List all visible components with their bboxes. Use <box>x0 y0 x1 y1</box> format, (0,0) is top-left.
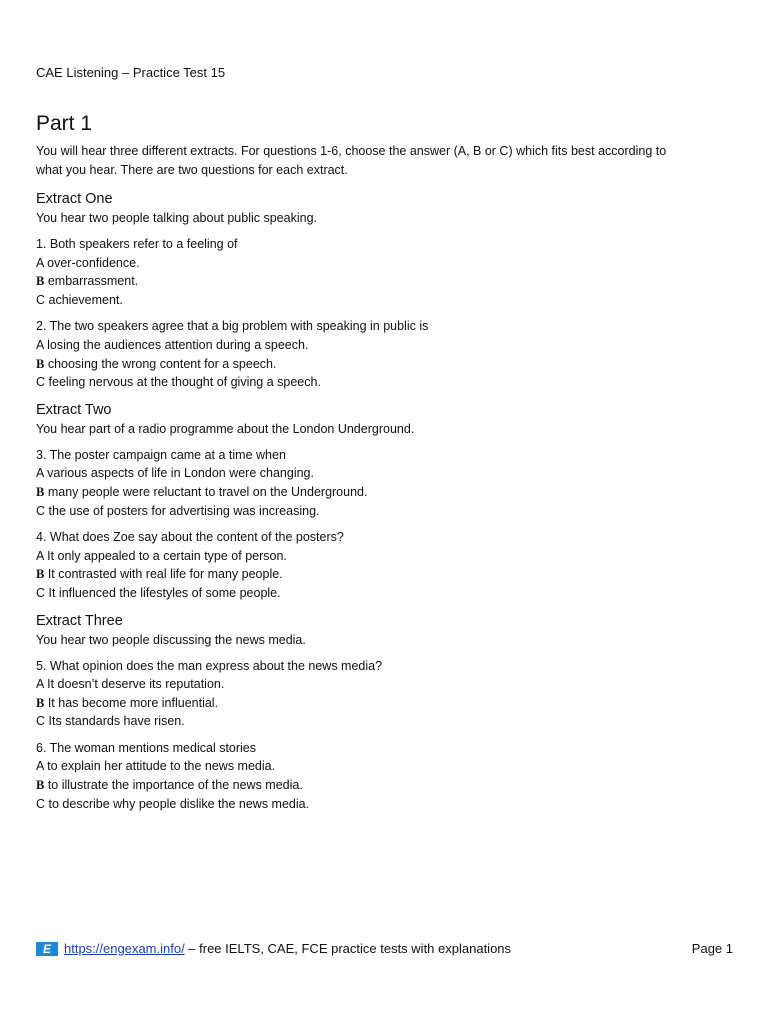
answer-option <box>36 502 736 521</box>
answer-option <box>36 565 736 584</box>
option-text: choosing the wrong content for a speech. <box>47 356 277 371</box>
option-letter: A <box>36 255 44 270</box>
option-letter: A <box>36 548 44 563</box>
option-text: embarrassment. <box>47 274 139 289</box>
answer-option <box>36 483 736 502</box>
extract-title: Extract Two <box>36 401 112 418</box>
extract-description: You hear two people talking about public speaking. <box>36 211 317 225</box>
extract-description: You hear two people discussing the news media. <box>36 632 306 647</box>
answer-option <box>36 757 736 776</box>
option-letter: B <box>36 484 45 499</box>
answer-option <box>36 272 736 291</box>
extract <box>36 189 736 392</box>
option-text: to explain her attitude to the news media. <box>47 759 276 774</box>
answer-option <box>36 291 736 310</box>
option-text: losing the audiences attention during a speech. <box>47 337 309 352</box>
option-text: achievement. <box>48 292 123 307</box>
answer-option <box>36 712 736 731</box>
extract-title: Extract Three <box>36 612 123 629</box>
question <box>36 446 736 520</box>
option-letter: B <box>36 567 45 582</box>
instructions-line-2: what you hear. There are two questions for each extract. <box>36 163 348 177</box>
option-text: to describe why people dislike the news media. <box>48 796 310 811</box>
option-text: It doesn’t deserve its reputation. <box>47 677 225 692</box>
part-instructions <box>36 142 736 180</box>
footer-link[interactable]: https://engexam.info/ <box>64 941 185 956</box>
answer-option <box>36 355 736 374</box>
option-text: many people were reluctant to travel on the Underground. <box>47 484 368 499</box>
option-text: to illustrate the importance of the news media. <box>47 778 303 793</box>
option-letter: B <box>36 274 45 289</box>
option-text: various aspects of life in London were changing. <box>47 466 314 481</box>
answer-option <box>36 795 736 814</box>
option-text: It influenced the lifestyles of some people. <box>48 585 281 600</box>
option-letter: B <box>36 356 45 371</box>
option-letter: C <box>36 375 46 390</box>
page-footer <box>36 940 733 960</box>
question-text: 3. The poster campaign came at a time when <box>36 447 286 462</box>
option-text: over-confidence. <box>47 255 140 270</box>
question-text: 6. The woman mentions medical stories <box>36 740 257 755</box>
question <box>36 739 736 813</box>
option-letter: C <box>36 714 46 729</box>
answer-option <box>36 336 736 355</box>
answer-option <box>36 675 736 694</box>
option-letter: A <box>36 466 44 481</box>
page-number: Page 1 <box>691 941 733 956</box>
extract-title: Extract One <box>36 191 113 207</box>
option-text: It has become more influential. <box>47 695 219 710</box>
question-text: 4. What does Zoe say about the content of the posters? <box>36 530 344 545</box>
option-text: It contrasted with real life for many people. <box>47 567 283 582</box>
question-text: 1. Both speakers refer to a feeling of <box>36 237 238 251</box>
answer-option <box>36 584 736 603</box>
option-letter: C <box>36 796 46 811</box>
extract-description: You hear part of a radio programme about the London Underground. <box>36 421 415 436</box>
option-letter: A <box>36 337 44 352</box>
question <box>36 235 736 309</box>
option-letter: A <box>36 759 44 774</box>
part-title: Part 1 <box>36 112 93 135</box>
answer-option <box>36 776 736 795</box>
option-letter: B <box>36 695 45 710</box>
answer-option <box>36 464 736 483</box>
question-text: 5. What opinion does the man express about the news media? <box>36 658 383 673</box>
question <box>36 528 736 602</box>
answer-option <box>36 373 736 392</box>
option-letter: C <box>36 292 46 307</box>
option-text: Its standards have risen. <box>48 714 185 729</box>
document-title: CAE Listening – Practice Test 15 <box>36 65 226 80</box>
instructions-line-1: You will hear three different extracts. For questions 1-6, choose the answer (A, B or C) which fits best according to <box>36 144 667 158</box>
footer-text <box>64 941 511 956</box>
option-text: feeling nervous at the thought of giving a speech. <box>48 375 321 390</box>
option-text: the use of posters for advertising was increasing. <box>48 503 320 518</box>
question-text: 2. The two speakers agree that a big problem with speaking in public is <box>36 319 429 334</box>
footer-tagline: – free IELTS, CAE, FCE practice tests with explanations <box>184 941 512 956</box>
option-text: It only appealed to a certain type of person. <box>47 548 287 563</box>
option-letter: C <box>36 585 46 600</box>
extract <box>36 611 736 814</box>
engexam-logo-icon: E <box>36 942 58 956</box>
answer-option <box>36 254 736 273</box>
answer-option <box>36 547 736 566</box>
question <box>36 317 736 391</box>
extracts-list <box>36 186 736 821</box>
option-letter: B <box>36 778 45 793</box>
answer-option <box>36 694 736 713</box>
extract <box>36 400 736 603</box>
question <box>36 657 736 731</box>
option-letter: C <box>36 503 46 518</box>
option-letter: A <box>36 677 44 692</box>
